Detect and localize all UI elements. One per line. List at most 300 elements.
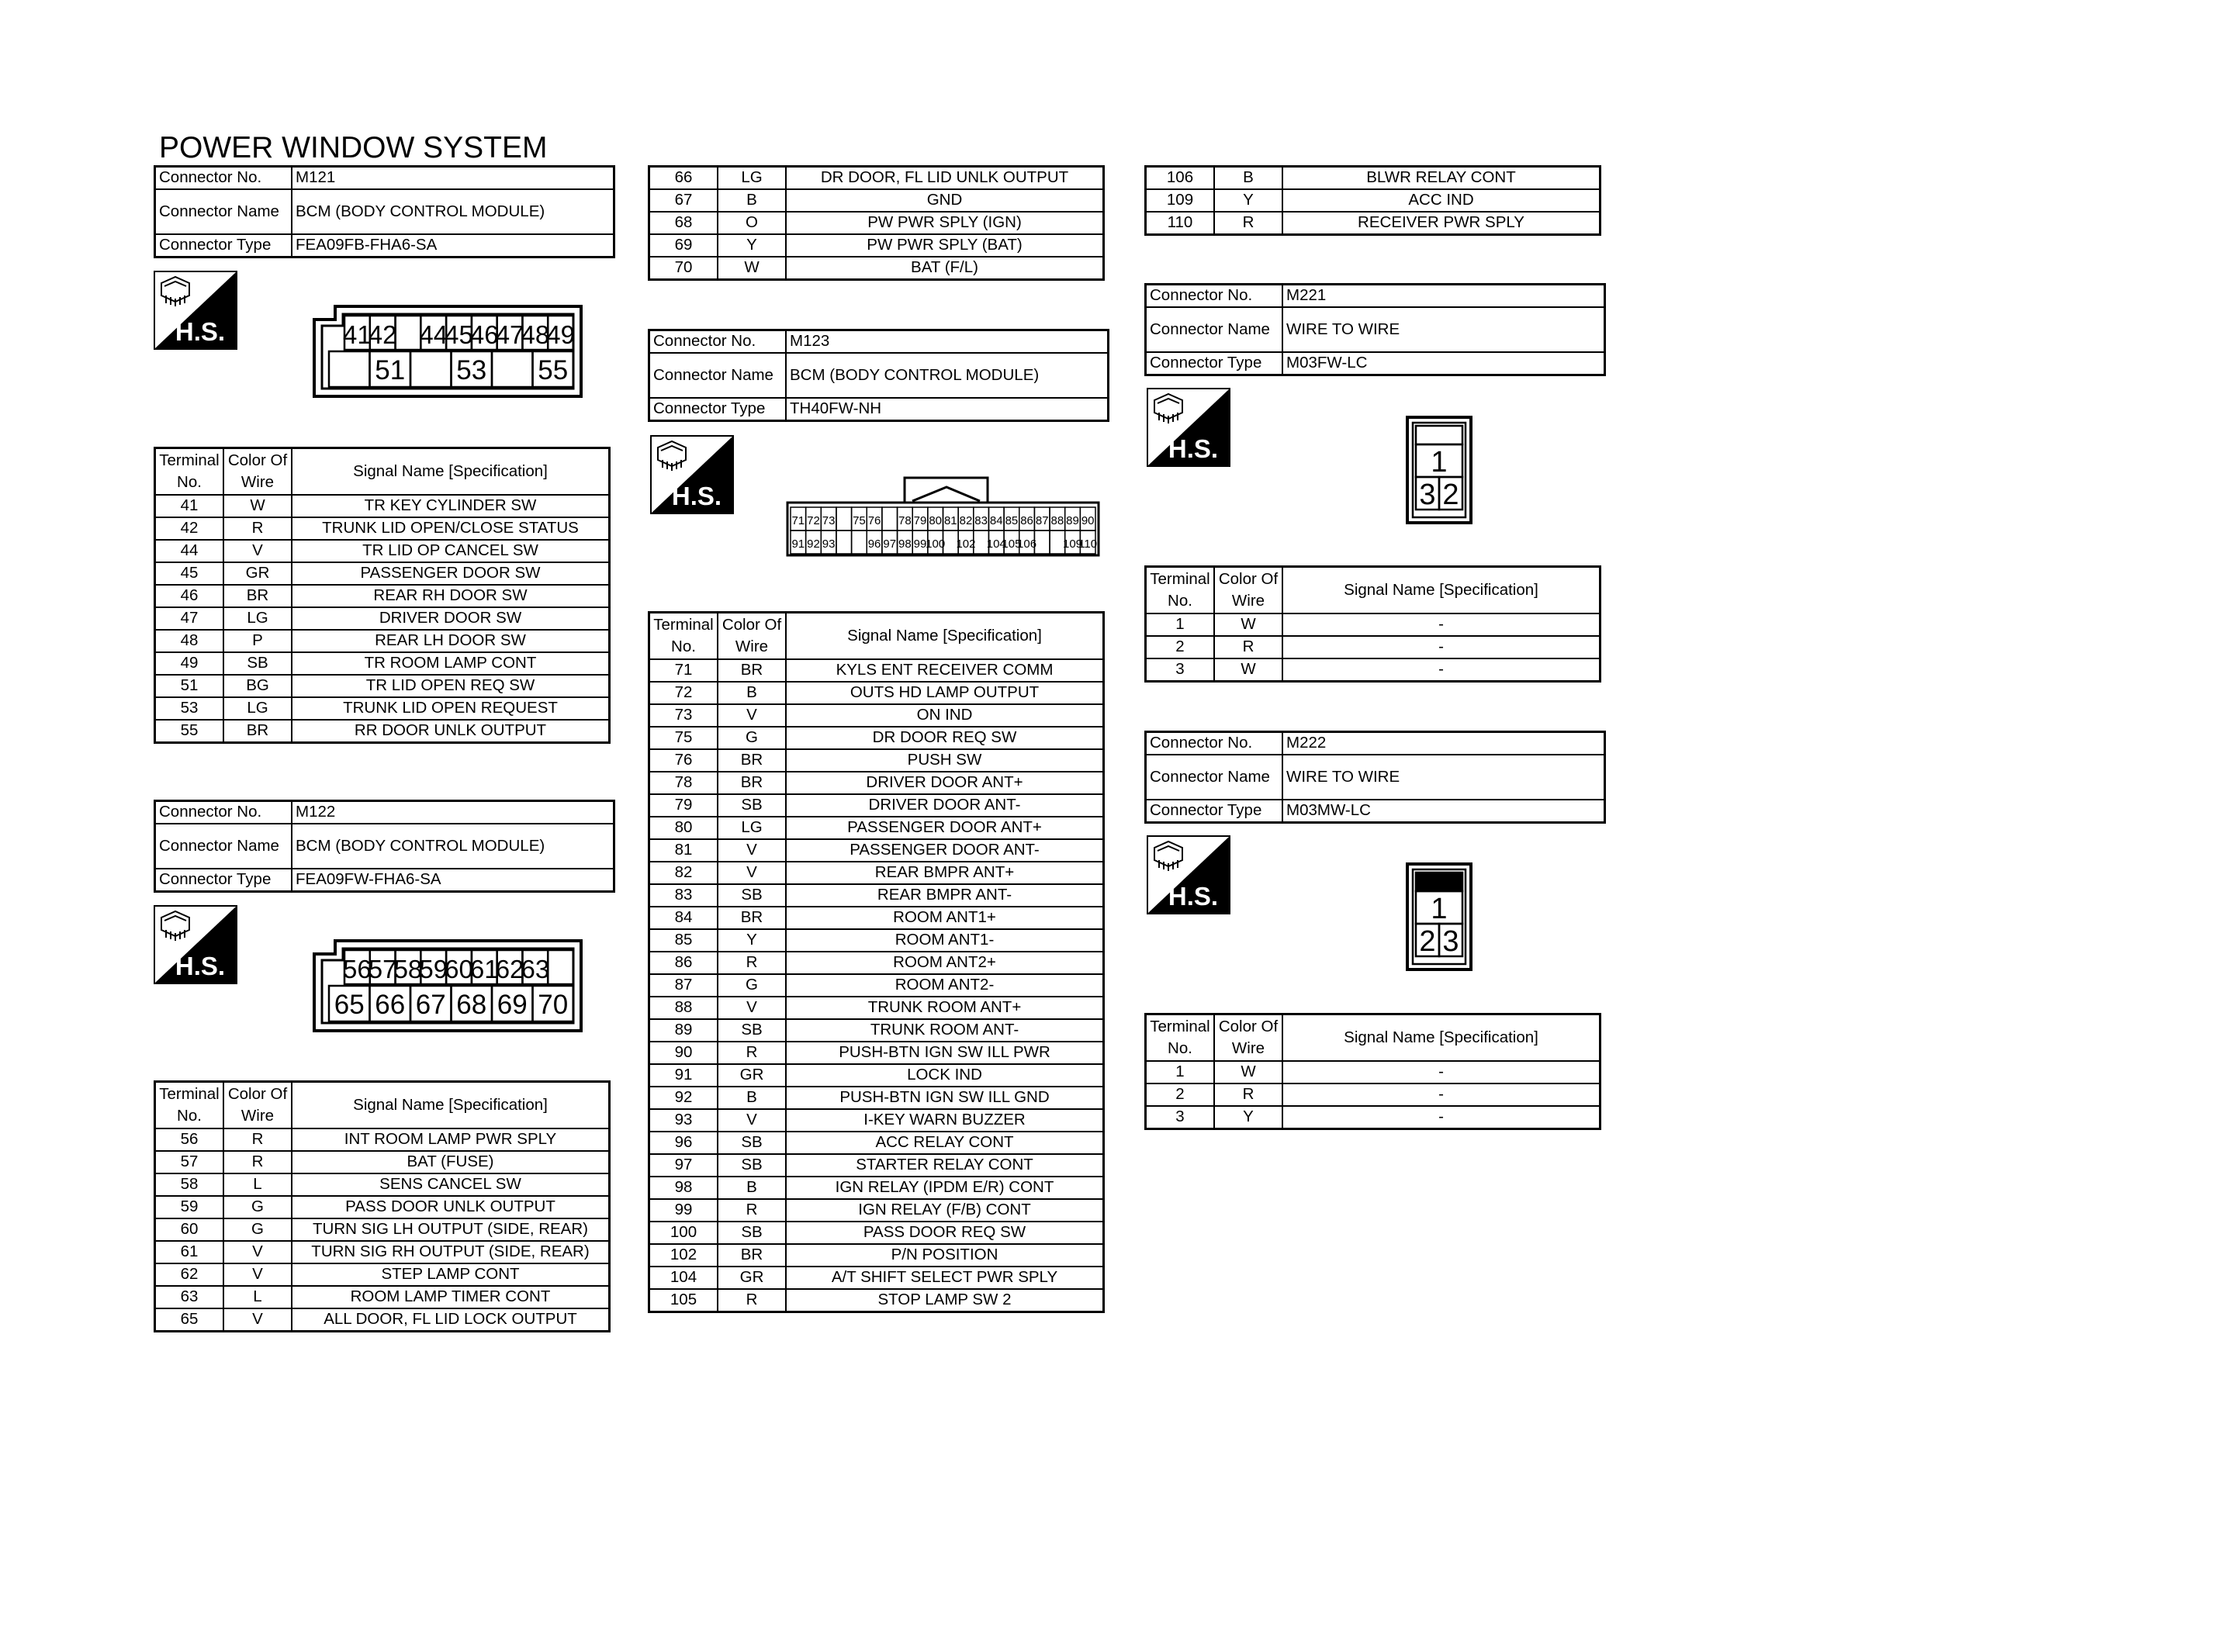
signal-name-cell: IGN RELAY (IPDM E/R) CONT bbox=[786, 1177, 1104, 1199]
table-row bbox=[1146, 636, 1601, 658]
wire-color-cell: V bbox=[223, 1308, 292, 1332]
header-line: Wire bbox=[241, 473, 275, 491]
terminal-cavity bbox=[396, 316, 421, 350]
terminal-no-cell: 88 bbox=[649, 997, 718, 1019]
terminal-pin-label: 66 bbox=[375, 990, 406, 1020]
terminal-no-cell: 1 bbox=[1146, 1061, 1215, 1083]
signal-name-cell: - bbox=[1282, 1083, 1601, 1106]
terminal-pin-label: 62 bbox=[495, 955, 524, 983]
connector-name-label: Connector Name bbox=[1146, 755, 1283, 800]
wire-color-cell: G bbox=[718, 974, 786, 997]
signal-name-cell: PUSH SW bbox=[786, 749, 1104, 772]
connector-name-value: BCM (BODY CONTROL MODULE) bbox=[786, 353, 1109, 398]
signal-name-cell: REAR LH DOOR SW bbox=[292, 630, 610, 652]
terminal-no-cell: 59 bbox=[155, 1196, 224, 1218]
signal-name-cell: KYLS ENT RECEIVER COMM bbox=[786, 659, 1104, 682]
terminal-pin-label: 78 bbox=[898, 514, 912, 527]
connector-no-value: M122 bbox=[292, 801, 614, 824]
signal-name-cell: STEP LAMP CONT bbox=[292, 1263, 610, 1286]
wire-color-cell: W bbox=[1214, 658, 1282, 682]
color-of-wire-header bbox=[1214, 567, 1282, 614]
wire-color-cell: W bbox=[1214, 613, 1282, 636]
terminal-no-cell: 85 bbox=[649, 929, 718, 952]
terminal-no-cell: 90 bbox=[649, 1042, 718, 1064]
wire-color-cell: R bbox=[718, 1199, 786, 1222]
terminal-no-cell: 66 bbox=[649, 167, 718, 190]
wire-color-cell: V bbox=[718, 839, 786, 862]
table-row bbox=[649, 1042, 1104, 1064]
table-row bbox=[1146, 658, 1601, 682]
signal-name-cell: OUTS HD LAMP OUTPUT bbox=[786, 682, 1104, 704]
wire-color-cell: Y bbox=[1214, 1106, 1282, 1129]
signal-name-cell: I-KEY WARN BUZZER bbox=[786, 1109, 1104, 1132]
table-row bbox=[649, 794, 1104, 817]
terminal-no-header bbox=[155, 448, 224, 496]
terminal-pin-label: 56 bbox=[343, 955, 372, 983]
wire-color-cell: V bbox=[223, 540, 292, 562]
terminal-no-header bbox=[649, 613, 718, 660]
table-row bbox=[649, 1244, 1104, 1267]
wire-color-cell: SB bbox=[718, 884, 786, 907]
table-row bbox=[1146, 1061, 1601, 1083]
table-row bbox=[649, 257, 1104, 280]
signal-name-cell: REAR BMPR ANT+ bbox=[786, 862, 1104, 884]
connector-plug-icon bbox=[658, 441, 686, 471]
wire-color-cell: LG bbox=[223, 697, 292, 720]
header-line: Color Of bbox=[227, 451, 288, 470]
wire-color-cell: R bbox=[1214, 636, 1282, 658]
terminal-pin-label: 69 bbox=[497, 990, 528, 1020]
signal-name-cell: TR LID OPEN REQ SW bbox=[292, 675, 610, 697]
terminal-no-cell: 89 bbox=[649, 1019, 718, 1042]
terminal-no-cell: 86 bbox=[649, 952, 718, 974]
terminal-pin-label: 51 bbox=[375, 355, 406, 385]
connector-latch bbox=[1416, 426, 1462, 444]
terminal-no-cell: 106 bbox=[1146, 167, 1215, 190]
table-row bbox=[155, 1128, 610, 1151]
connector-name-value: WIRE TO WIRE bbox=[1282, 307, 1605, 352]
terminal-pin-label: 79 bbox=[913, 514, 927, 527]
wire-color-cell: SB bbox=[718, 794, 786, 817]
terminal-no-cell: 46 bbox=[155, 585, 224, 607]
signal-name-cell: ACC IND bbox=[1282, 189, 1601, 212]
signal-name-cell: PASSENGER DOOR ANT+ bbox=[786, 817, 1104, 839]
terminal-pin-label: 92 bbox=[807, 537, 820, 551]
terminal-no-cell: 53 bbox=[155, 697, 224, 720]
terminal-no-cell: 78 bbox=[649, 772, 718, 794]
terminal-pin-label: 68 bbox=[456, 990, 487, 1020]
table-row bbox=[649, 1177, 1104, 1199]
terminal-pin-label: 106 bbox=[1017, 537, 1037, 551]
terminal-pin-label: 93 bbox=[822, 537, 836, 551]
terminal-no-cell: 87 bbox=[649, 974, 718, 997]
table-row bbox=[155, 562, 610, 585]
connector-plug-icon bbox=[1154, 394, 1182, 423]
terminal-no-cell: 93 bbox=[649, 1109, 718, 1132]
header-line: No. bbox=[671, 638, 696, 655]
connector-no-label: Connector No. bbox=[155, 801, 292, 824]
wire-color-cell: LG bbox=[718, 817, 786, 839]
wire-color-cell: R bbox=[718, 1042, 786, 1064]
connector-face-m123 bbox=[786, 473, 1100, 557]
terminal-no-header bbox=[1146, 1014, 1215, 1062]
table-row bbox=[649, 1109, 1104, 1132]
wire-color-cell: Y bbox=[718, 234, 786, 257]
wire-color-cell: BR bbox=[718, 772, 786, 794]
connector-name-label: Connector Name bbox=[155, 189, 292, 234]
signal-name-cell: - bbox=[1282, 636, 1601, 658]
wire-color-cell: SB bbox=[718, 1019, 786, 1042]
signal-name-cell: RECEIVER PWR SPLY bbox=[1282, 212, 1601, 235]
wire-color-cell: R bbox=[223, 1151, 292, 1173]
wire-color-cell: BR bbox=[718, 1244, 786, 1267]
terminal-pin-label: 85 bbox=[1005, 514, 1019, 527]
terminal-pin-label: 81 bbox=[943, 514, 957, 527]
wire-color-cell: V bbox=[223, 1263, 292, 1286]
terminal-no-cell: 99 bbox=[649, 1199, 718, 1222]
terminal-pin-label: 88 bbox=[1050, 514, 1064, 527]
terminal-table-m122-continued bbox=[648, 165, 1105, 281]
signal-name-cell: ALL DOOR, FL LID LOCK OUTPUT bbox=[292, 1308, 610, 1332]
table-row bbox=[155, 517, 610, 540]
terminal-no-cell: 45 bbox=[155, 562, 224, 585]
terminal-no-header bbox=[155, 1082, 224, 1129]
connector-type-label: Connector Type bbox=[155, 234, 292, 257]
table-row bbox=[155, 1173, 610, 1196]
connector-type-value: FEA09FB-FHA6-SA bbox=[292, 234, 614, 257]
terminal-pin-label: 1 bbox=[1431, 893, 1448, 925]
connector-no-label: Connector No. bbox=[649, 330, 787, 354]
table-row bbox=[649, 749, 1104, 772]
wire-color-cell: LG bbox=[718, 167, 786, 190]
connector-type-value: TH40FW-NH bbox=[786, 398, 1109, 421]
harness-side-icon bbox=[1147, 388, 1230, 467]
hs-label: H.S. bbox=[1168, 434, 1219, 463]
connector-type-label: Connector Type bbox=[649, 398, 787, 421]
signal-name-cell: STOP LAMP SW 2 bbox=[786, 1289, 1104, 1312]
table-row bbox=[1146, 1083, 1601, 1106]
terminal-no-cell: 81 bbox=[649, 839, 718, 862]
signal-name-cell: SENS CANCEL SW bbox=[292, 1173, 610, 1196]
table-row bbox=[649, 1289, 1104, 1312]
header-line: Terminal bbox=[1150, 570, 1210, 589]
table-row bbox=[1146, 167, 1601, 190]
signal-name-header: Signal Name [Specification] bbox=[292, 1082, 610, 1129]
signal-name-header: Signal Name [Specification] bbox=[786, 613, 1104, 660]
hs-label: H.S. bbox=[671, 482, 722, 510]
terminal-pin-label: 42 bbox=[368, 320, 397, 349]
wire-color-cell: V bbox=[718, 862, 786, 884]
terminal-no-cell: 84 bbox=[649, 907, 718, 929]
wire-color-cell: V bbox=[223, 1241, 292, 1263]
terminal-no-cell: 58 bbox=[155, 1173, 224, 1196]
table-row bbox=[649, 704, 1104, 727]
signal-name-cell: DR DOOR, FL LID UNLK OUTPUT bbox=[786, 167, 1104, 190]
signal-name-cell: STARTER RELAY CONT bbox=[786, 1154, 1104, 1177]
connector-face-m222 bbox=[1406, 862, 1472, 971]
wire-color-cell: R bbox=[718, 1289, 786, 1312]
signal-name-cell: ROOM ANT2+ bbox=[786, 952, 1104, 974]
table-row bbox=[1146, 613, 1601, 636]
terminal-pin-label: 82 bbox=[959, 514, 973, 527]
wire-color-cell: V bbox=[718, 1109, 786, 1132]
terminal-table-m123 bbox=[648, 611, 1105, 1313]
terminal-table-m122 bbox=[154, 1080, 611, 1332]
page-title: POWER WINDOW SYSTEM bbox=[159, 131, 548, 164]
table-row bbox=[155, 652, 610, 675]
terminal-cavity bbox=[548, 950, 573, 984]
signal-name-header: Signal Name [Specification] bbox=[1282, 1014, 1601, 1062]
terminal-pin-label: 65 bbox=[334, 990, 365, 1020]
table-row bbox=[155, 1241, 610, 1263]
table-row bbox=[649, 189, 1104, 212]
table-row bbox=[155, 1308, 610, 1332]
table-row bbox=[649, 1064, 1104, 1087]
terminal-no-cell: 68 bbox=[649, 212, 718, 234]
wire-color-cell: BG bbox=[223, 675, 292, 697]
signal-name-cell: TURN SIG LH OUTPUT (SIDE, REAR) bbox=[292, 1218, 610, 1241]
terminal-pin-label: 98 bbox=[898, 537, 912, 551]
terminal-no-header bbox=[1146, 567, 1215, 614]
signal-name-header: Signal Name [Specification] bbox=[292, 448, 610, 496]
terminal-no-cell: 71 bbox=[649, 659, 718, 682]
terminal-no-cell: 75 bbox=[649, 727, 718, 749]
terminal-pin-label: 55 bbox=[538, 355, 569, 385]
terminal-pin-label: 63 bbox=[521, 955, 550, 983]
wire-color-cell: V bbox=[718, 704, 786, 727]
wire-color-cell: B bbox=[718, 1087, 786, 1109]
table-row bbox=[649, 1019, 1104, 1042]
wire-color-cell: L bbox=[223, 1286, 292, 1308]
signal-name-cell: TRUNK LID OPEN/CLOSE STATUS bbox=[292, 517, 610, 540]
terminal-pin-label: 102 bbox=[956, 537, 976, 551]
signal-name-cell: GND bbox=[786, 189, 1104, 212]
signal-name-cell: - bbox=[1282, 658, 1601, 682]
terminal-no-cell: 82 bbox=[649, 862, 718, 884]
terminal-pin-label: 105 bbox=[1002, 537, 1022, 551]
terminal-pin-label: 61 bbox=[469, 955, 499, 983]
wire-color-cell: P bbox=[223, 630, 292, 652]
table-row bbox=[155, 720, 610, 743]
table-row bbox=[649, 1132, 1104, 1154]
connector-info-m221 bbox=[1144, 283, 1606, 376]
signal-name-cell: PASSENGER DOOR SW bbox=[292, 562, 610, 585]
terminal-no-cell: 3 bbox=[1146, 1106, 1215, 1129]
table-row bbox=[649, 929, 1104, 952]
signal-name-cell: TR KEY CYLINDER SW bbox=[292, 495, 610, 517]
terminal-cavity bbox=[492, 351, 533, 387]
wire-color-cell: B bbox=[718, 189, 786, 212]
wire-color-cell: B bbox=[718, 682, 786, 704]
table-row bbox=[649, 234, 1104, 257]
terminal-pin-label: 91 bbox=[791, 537, 805, 551]
wire-color-cell: LG bbox=[223, 607, 292, 630]
terminal-pin-label: 70 bbox=[538, 990, 569, 1020]
terminal-table-m121 bbox=[154, 447, 611, 744]
wire-color-cell: B bbox=[718, 1177, 786, 1199]
connector-face-m122 bbox=[312, 938, 583, 1033]
signal-name-cell: BAT (FUSE) bbox=[292, 1151, 610, 1173]
table-row bbox=[155, 540, 610, 562]
signal-name-cell: PUSH-BTN IGN SW ILL PWR bbox=[786, 1042, 1104, 1064]
wire-color-cell: GR bbox=[223, 562, 292, 585]
header-line: Wire bbox=[1231, 592, 1265, 610]
terminal-no-cell: 98 bbox=[649, 1177, 718, 1199]
terminal-pin-label: 49 bbox=[546, 320, 575, 349]
table-row bbox=[649, 952, 1104, 974]
connector-face-m121 bbox=[312, 304, 583, 399]
hs-label: H.S. bbox=[175, 317, 226, 346]
terminal-pin-label: 84 bbox=[989, 514, 1003, 527]
terminal-no-cell: 110 bbox=[1146, 212, 1215, 235]
connector-type-value: M03MW-LC bbox=[1282, 800, 1605, 823]
terminal-cavity bbox=[852, 531, 867, 554]
connector-type-value: M03FW-LC bbox=[1282, 352, 1605, 375]
terminal-cavity bbox=[410, 351, 452, 387]
table-row bbox=[155, 495, 610, 517]
signal-name-cell: TRUNK ROOM ANT+ bbox=[786, 997, 1104, 1019]
wire-color-cell: R bbox=[223, 517, 292, 540]
signal-name-cell: REAR RH DOOR SW bbox=[292, 585, 610, 607]
terminal-pin-label: 86 bbox=[1020, 514, 1033, 527]
terminal-pin-label: 90 bbox=[1081, 514, 1095, 527]
wire-color-cell: L bbox=[223, 1173, 292, 1196]
terminal-no-cell: 83 bbox=[649, 884, 718, 907]
terminal-pin-label: 87 bbox=[1035, 514, 1049, 527]
header-line: Terminal bbox=[653, 616, 714, 634]
table-row bbox=[155, 607, 610, 630]
signal-name-cell: TR LID OP CANCEL SW bbox=[292, 540, 610, 562]
wire-color-cell: SB bbox=[718, 1132, 786, 1154]
terminal-no-cell: 2 bbox=[1146, 636, 1215, 658]
terminal-no-cell: 69 bbox=[649, 234, 718, 257]
table-row bbox=[649, 1154, 1104, 1177]
terminal-no-cell: 42 bbox=[155, 517, 224, 540]
wire-color-cell: GR bbox=[718, 1064, 786, 1087]
wire-color-cell: BR bbox=[718, 659, 786, 682]
signal-name-cell: ROOM ANT1- bbox=[786, 929, 1104, 952]
terminal-no-cell: 55 bbox=[155, 720, 224, 743]
terminal-pin-label: 76 bbox=[867, 514, 881, 527]
wire-color-cell: W bbox=[223, 495, 292, 517]
header-line: No. bbox=[177, 1107, 202, 1125]
wire-color-cell: GR bbox=[718, 1267, 786, 1289]
table-row bbox=[649, 167, 1104, 190]
header-line: No. bbox=[1168, 1039, 1192, 1057]
signal-name-cell: INT ROOM LAMP PWR SPLY bbox=[292, 1128, 610, 1151]
signal-name-cell: LOCK IND bbox=[786, 1064, 1104, 1087]
signal-name-cell: PASS DOOR REQ SW bbox=[786, 1222, 1104, 1244]
wire-color-cell: V bbox=[718, 997, 786, 1019]
signal-name-cell: DR DOOR REQ SW bbox=[786, 727, 1104, 749]
connector-type-value: FEA09FW-FHA6-SA bbox=[292, 869, 614, 892]
header-line: Terminal bbox=[159, 1085, 220, 1104]
connector-no-label: Connector No. bbox=[155, 167, 292, 190]
table-row bbox=[649, 772, 1104, 794]
terminal-pin-label: 3 bbox=[1442, 925, 1459, 958]
terminal-no-cell: 97 bbox=[649, 1154, 718, 1177]
signal-name-cell: ROOM LAMP TIMER CONT bbox=[292, 1286, 610, 1308]
table-row bbox=[649, 907, 1104, 929]
wire-color-cell: R bbox=[718, 952, 786, 974]
table-row bbox=[649, 817, 1104, 839]
connector-plug-icon bbox=[161, 277, 189, 306]
terminal-pin-label: 41 bbox=[343, 320, 372, 349]
terminal-no-cell: 96 bbox=[649, 1132, 718, 1154]
terminal-table-m221 bbox=[1144, 565, 1601, 683]
terminal-pin-label: 3 bbox=[1419, 479, 1436, 511]
connector-latch bbox=[1416, 873, 1462, 891]
wire-color-cell: G bbox=[223, 1196, 292, 1218]
wire-color-cell: SB bbox=[718, 1154, 786, 1177]
terminal-no-cell: 48 bbox=[155, 630, 224, 652]
signal-name-cell: ROOM ANT2- bbox=[786, 974, 1104, 997]
terminal-pin-label: 100 bbox=[926, 537, 946, 551]
signal-name-cell: A/T SHIFT SELECT PWR SPLY bbox=[786, 1267, 1104, 1289]
wire-color-cell: R bbox=[1214, 212, 1282, 235]
terminal-no-cell: 105 bbox=[649, 1289, 718, 1312]
signal-name-cell: TURN SIG RH OUTPUT (SIDE, REAR) bbox=[292, 1241, 610, 1263]
wire-color-cell: B bbox=[1214, 167, 1282, 190]
table-row bbox=[155, 1218, 610, 1241]
signal-name-cell: ACC RELAY CONT bbox=[786, 1132, 1104, 1154]
signal-name-cell: - bbox=[1282, 1061, 1601, 1083]
header-line: Terminal bbox=[1150, 1018, 1210, 1036]
connector-name-value: BCM (BODY CONTROL MODULE) bbox=[292, 824, 614, 869]
table-row bbox=[649, 1222, 1104, 1244]
connector-no-value: M222 bbox=[1282, 732, 1605, 755]
signal-name-header: Signal Name [Specification] bbox=[1282, 567, 1601, 614]
signal-name-cell: DRIVER DOOR SW bbox=[292, 607, 610, 630]
terminal-no-cell: 104 bbox=[649, 1267, 718, 1289]
harness-side-icon bbox=[154, 271, 237, 350]
wire-color-cell: BR bbox=[718, 907, 786, 929]
terminal-table-m123-continued bbox=[1144, 165, 1601, 236]
wire-color-cell: G bbox=[223, 1218, 292, 1241]
terminal-no-cell: 61 bbox=[155, 1241, 224, 1263]
harness-side-icon bbox=[1147, 835, 1230, 914]
connector-no-value: M221 bbox=[1282, 285, 1605, 308]
hs-label: H.S. bbox=[1168, 882, 1219, 911]
terminal-pin-label: 58 bbox=[393, 955, 423, 983]
terminal-pin-label: 83 bbox=[974, 514, 988, 527]
terminal-cavity bbox=[1034, 531, 1050, 554]
terminal-pin-label: 96 bbox=[867, 537, 881, 551]
terminal-no-cell: 102 bbox=[649, 1244, 718, 1267]
header-line: Terminal bbox=[159, 451, 220, 470]
connector-name-label: Connector Name bbox=[1146, 307, 1283, 352]
signal-name-cell: PW PWR SPLY (BAT) bbox=[786, 234, 1104, 257]
wire-color-cell: R bbox=[223, 1128, 292, 1151]
terminal-pin-label: 71 bbox=[791, 514, 805, 527]
wire-color-cell: Y bbox=[718, 929, 786, 952]
wire-color-cell: R bbox=[1214, 1083, 1282, 1106]
signal-name-cell: DRIVER DOOR ANT+ bbox=[786, 772, 1104, 794]
wire-color-cell: BR bbox=[223, 720, 292, 743]
signal-name-cell: IGN RELAY (F/B) CONT bbox=[786, 1199, 1104, 1222]
terminal-no-cell: 57 bbox=[155, 1151, 224, 1173]
terminal-pin-label: 1 bbox=[1431, 446, 1448, 479]
terminal-pin-label: 73 bbox=[822, 514, 836, 527]
terminal-pin-label: 53 bbox=[456, 355, 487, 385]
signal-name-cell: REAR BMPR ANT- bbox=[786, 884, 1104, 907]
wire-color-cell: SB bbox=[223, 652, 292, 675]
header-line: Color Of bbox=[1218, 570, 1279, 589]
signal-name-cell: BAT (F/L) bbox=[786, 257, 1104, 280]
table-row bbox=[155, 675, 610, 697]
connector-type-label: Connector Type bbox=[1146, 800, 1283, 823]
terminal-pin-label: 44 bbox=[419, 320, 448, 349]
